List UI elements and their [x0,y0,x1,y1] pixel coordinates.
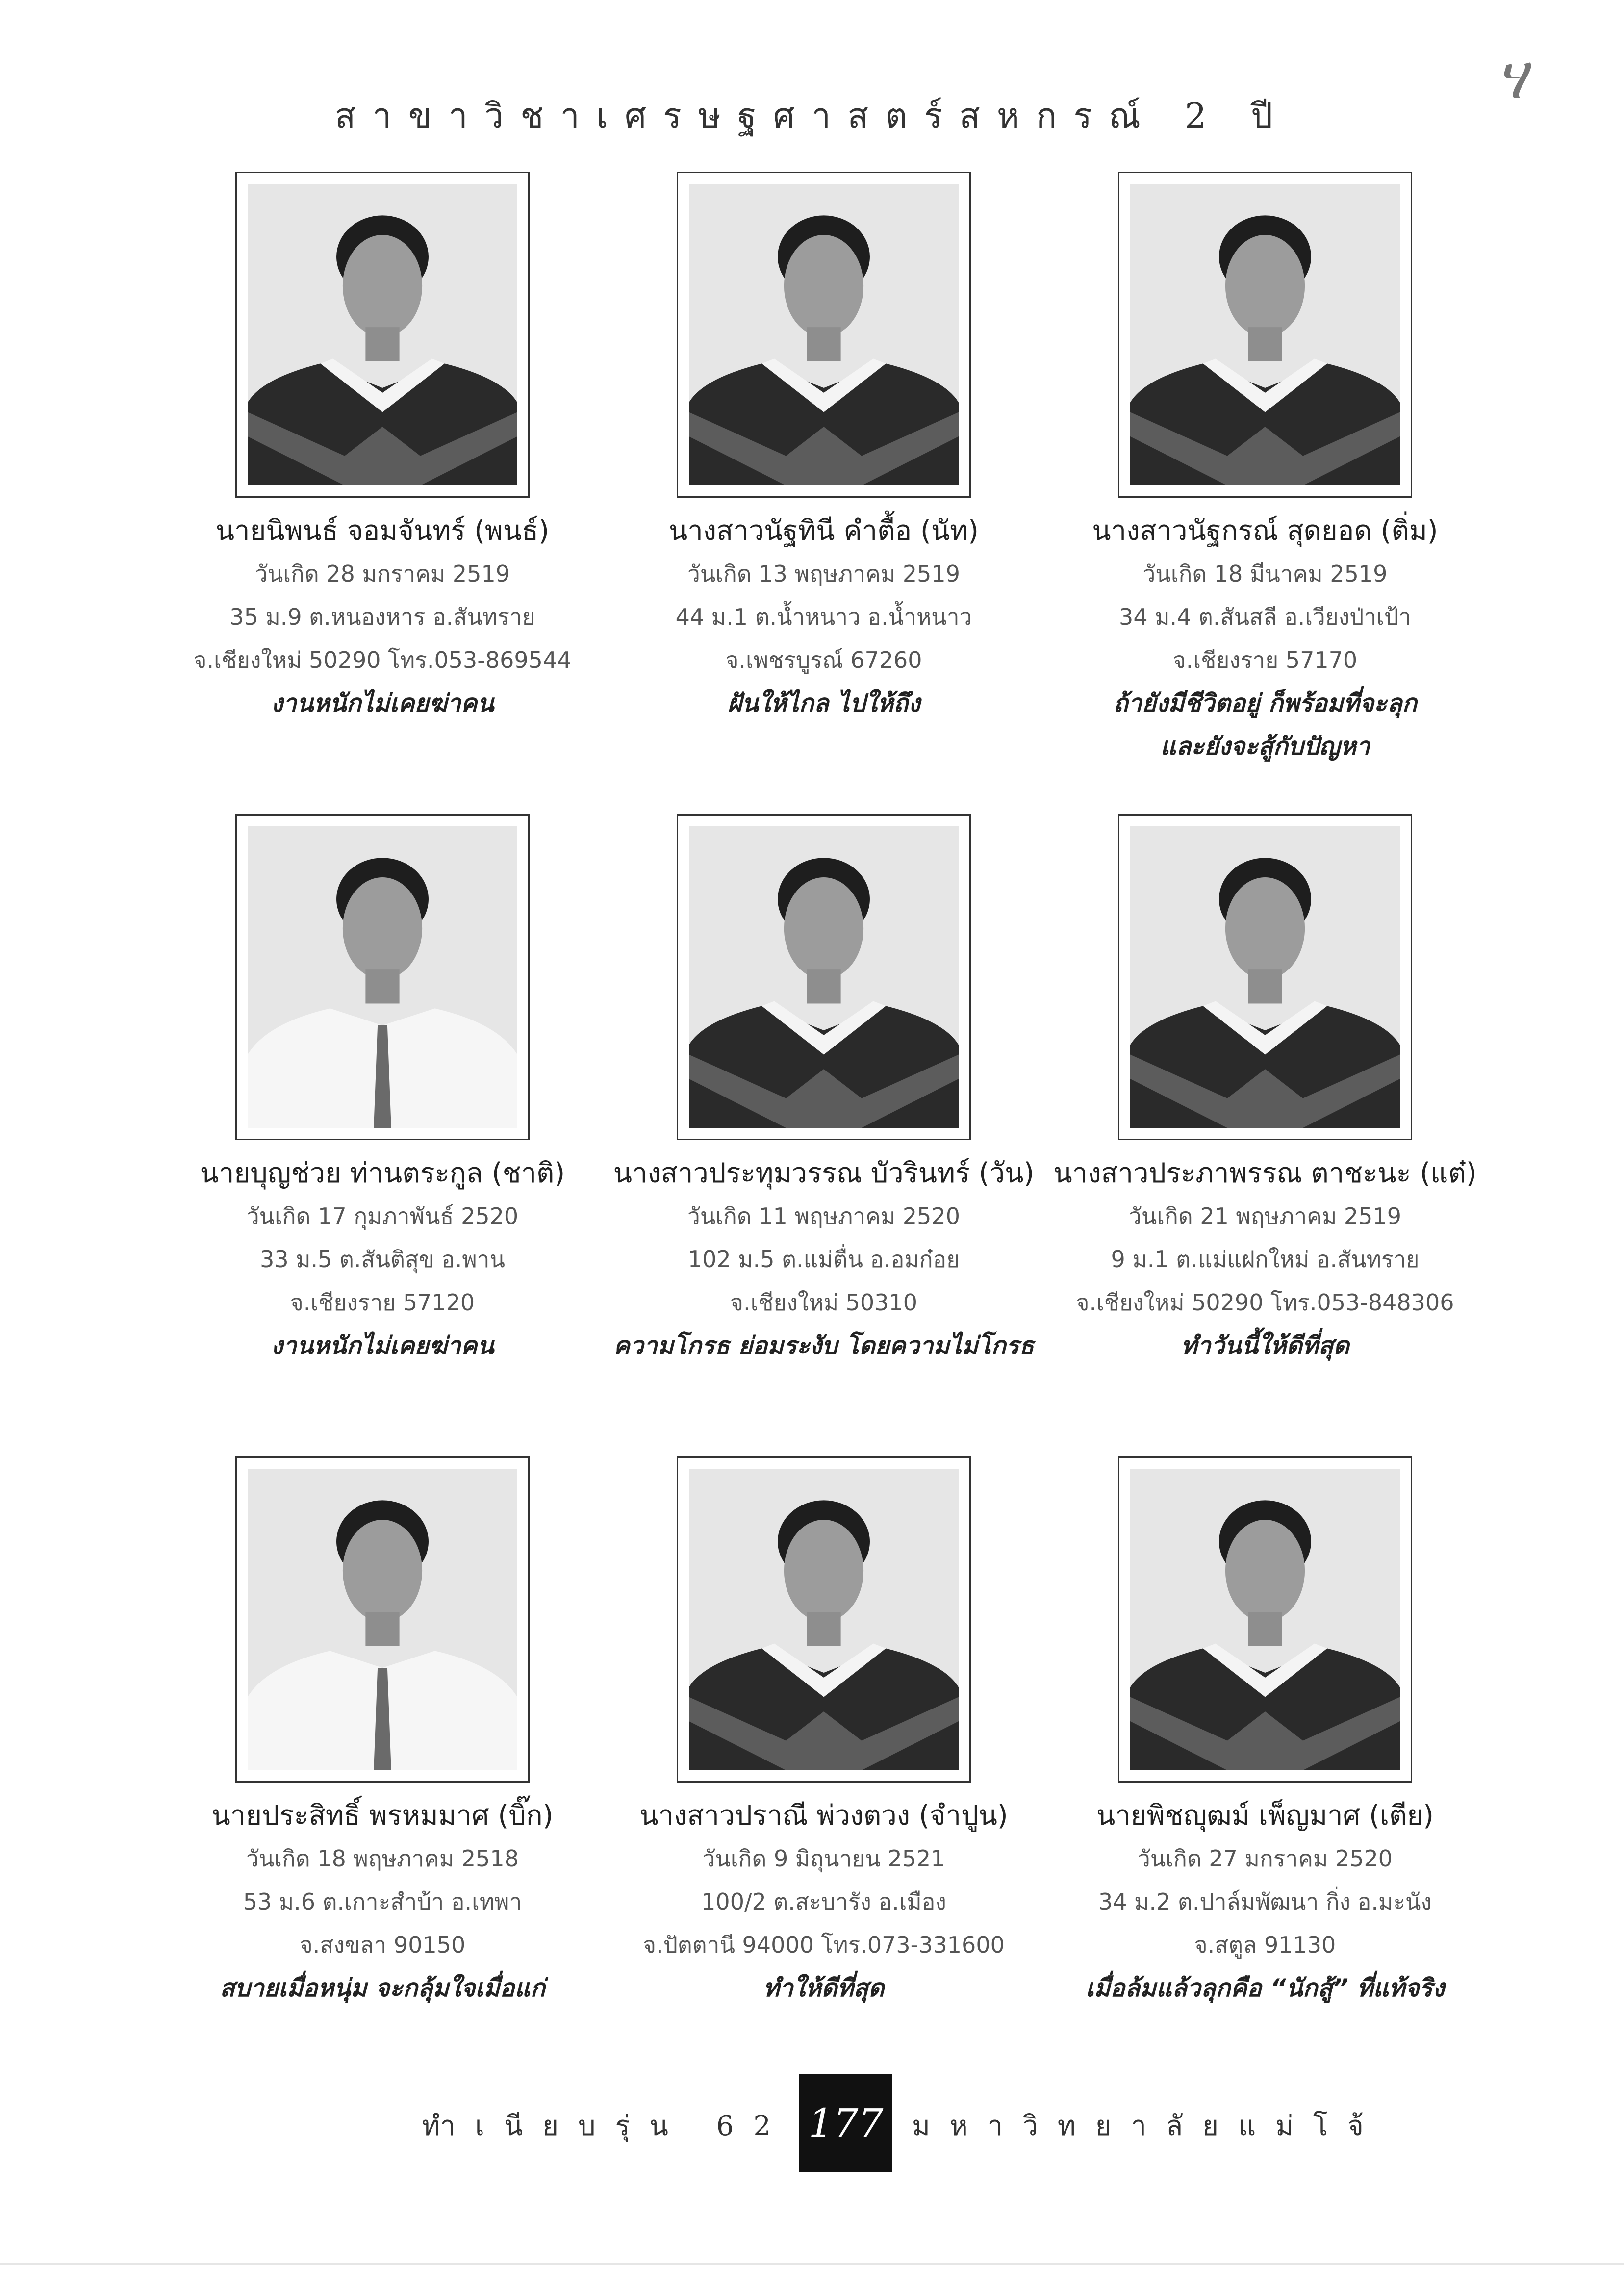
student-info [167,1152,598,1367]
student-address-line-2: จ.เชียงราย 57120 [290,1289,475,1316]
handwritten-page-mark: ሃ [1501,44,1534,112]
student-address-line-1: 35 ม.9 ต.หนองหาร อ.สันทราย [229,604,535,630]
student-name: นางสาวประภาพรรณ ตาชะนะ (แต๋) [1053,1157,1477,1189]
portrait-photo-icon [1130,184,1400,485]
student-birthdate: วันเกิด 11 พฤษภาคม 2520 [687,1203,960,1229]
student-address-line-1: 102 ม.5 ต.แม่ตื่น อ.อมก๋อย [687,1246,960,1273]
student-address-line-2: จ.เชียงราย 57170 [1172,647,1358,673]
page-footer [0,2074,1624,2172]
student-birthdate: วันเกิด 18 มีนาคม 2519 [1142,561,1388,587]
student-motto: ทำวันนี้ให้ดีที่สุด [1181,1331,1349,1360]
footer-yearbook-title: ทำเนียบรุ่น 62 [422,2110,790,2142]
student-name: นางสาวปราณี พ่วงตวง (จำปูน) [639,1800,1008,1832]
student-birthdate: วันเกิด 17 กุมภาพันธ์ 2520 [246,1203,519,1229]
student-name: นางสาวประทุมวรรณ บัวรินทร์ (วัน) [613,1157,1035,1189]
student-address-line-1: 34 ม.4 ต.สันสลี อ.เวียงป่าเป้า [1119,604,1411,630]
student-address-line-1: 44 ม.1 ต.น้ำหนาว อ.น้ำหนาว [675,604,972,630]
student-motto: เมื่อล้มแล้วลุกคือ “นักสู้” ที่แท้จริง [1086,1974,1445,2002]
student-birthdate: วันเกิด 27 มกราคม 2520 [1138,1845,1393,1872]
student-info [1049,1152,1481,1367]
student-info [608,1152,1040,1367]
portrait-photo-icon [1130,826,1400,1128]
portrait-photo-icon [248,826,517,1128]
student-address-line-2: จ.ปัตตานี 94000 โทร.073-331600 [643,1932,1005,1958]
student-birthdate: วันเกิด 18 พฤษภาคม 2518 [246,1845,519,1872]
student-card [167,172,598,809]
student-info [167,510,598,725]
student-photo [235,172,530,498]
student-motto: ความโกรธ ย่อมระงับ โดยความไม่โกรธ [613,1331,1034,1360]
student-photo [1118,172,1412,498]
portrait-photo-icon [1130,1469,1400,1770]
student-card [608,172,1040,809]
student-address-line-1: 33 ม.5 ต.สันติสุข อ.พาน [260,1246,505,1273]
portrait-photo-icon [689,184,959,485]
student-address-line-1: 34 ม.2 ต.ปาล์มพัฒนา กิ่ง อ.มะนัง [1098,1888,1432,1915]
student-motto: งานหนักไม่เคยฆ่าคน [271,1331,494,1360]
portrait-photo-icon [248,1469,517,1770]
footer-university: มหาวิทยาลัยแม่โจ้ [912,2110,1383,2142]
student-card [1049,814,1481,1452]
student-name: นางสาวนัฐกรณ์ สุดยอด (ติ่ม) [1092,515,1438,547]
student-address-line-2: จ.เชียงใหม่ 50310 [730,1289,917,1316]
student-photo [677,1456,971,1783]
student-birthdate: วันเกิด 13 พฤษภาคม 2519 [687,561,960,587]
bottom-rule [0,2263,1624,2265]
student-name: นายบุญช่วย ท่านตระกูล (ชาติ) [200,1157,565,1189]
footer-page-number: 177 [799,2074,892,2172]
student-info [167,1795,598,2010]
student-photo [1118,814,1412,1140]
student-name: นายพิชญุฒม์ เพ็ญมาศ (เตีย) [1096,1800,1434,1832]
student-grid [167,172,1477,2011]
student-birthdate: วันเกิด 28 มกราคม 2519 [255,561,510,587]
student-address-line-2: จ.เชียงใหม่ 50290 โทร.053-848306 [1076,1289,1454,1316]
student-motto: ทำให้ดีที่สุด [763,1974,885,2002]
student-info [1049,1795,1481,2010]
student-motto: ฝันให้ไกล ไปให้ถึง [727,689,920,717]
student-motto-line-2: และยังจะสู้กับปัญหา [1160,732,1370,761]
student-motto: งานหนักไม่เคยฆ่าคน [271,689,494,717]
student-address-line-2: จ.เพชรบูรณ์ 67260 [725,647,922,673]
portrait-photo-icon [689,1469,959,1770]
student-address-line-1: 9 ม.1 ต.แม่แฝกใหม่ อ.สันทราย [1111,1246,1420,1273]
student-name: นายประสิทธิ์ พรหมมาศ (บิ๊ก) [211,1800,554,1832]
student-address-line-2: จ.เชียงใหม่ 50290 โทร.053-869544 [193,647,572,673]
student-motto: ถ้ายังมีชีวิตอยู่ ก็พร้อมที่จะลุก [1113,689,1417,717]
student-card [167,814,598,1452]
student-address-line-1: 100/2 ต.สะบารัง อ.เมือง [701,1888,946,1915]
student-motto: สบายเมื่อหนุ่ม จะกลุ้มใจเมื่อแก่ [220,1974,545,2002]
portrait-photo-icon [248,184,517,485]
student-card [608,1456,1040,2094]
student-card [1049,172,1481,809]
student-birthdate: วันเกิด 21 พฤษภาคม 2519 [1129,1203,1401,1229]
student-address-line-2: จ.สตูล 91130 [1194,1932,1336,1958]
student-photo [1118,1456,1412,1783]
student-photo [235,814,530,1140]
student-info [608,1795,1040,2010]
student-name: นายนิพนธ์ จอมจันทร์ (พนธ์) [215,515,550,547]
student-photo [235,1456,530,1783]
portrait-photo-icon [689,826,959,1128]
student-address-line-1: 53 ม.6 ต.เกาะสำบ้า อ.เทพา [243,1888,522,1915]
student-card [1049,1456,1481,2094]
student-name: นางสาวนัฐทินี คำตื้อ (นัท) [669,515,979,547]
student-photo [677,172,971,498]
student-info [1049,510,1481,768]
student-card [608,814,1040,1452]
student-photo [677,814,971,1140]
student-info [608,510,1040,725]
student-address-line-2: จ.สงขลา 90150 [299,1932,466,1958]
page-header: สาขาวิชาเศรษฐศาสตร์สหกรณ์ 2 ปี [334,96,1290,136]
student-birthdate: วันเกิด 9 มิถุนายน 2521 [702,1845,945,1872]
student-card [167,1456,598,2094]
